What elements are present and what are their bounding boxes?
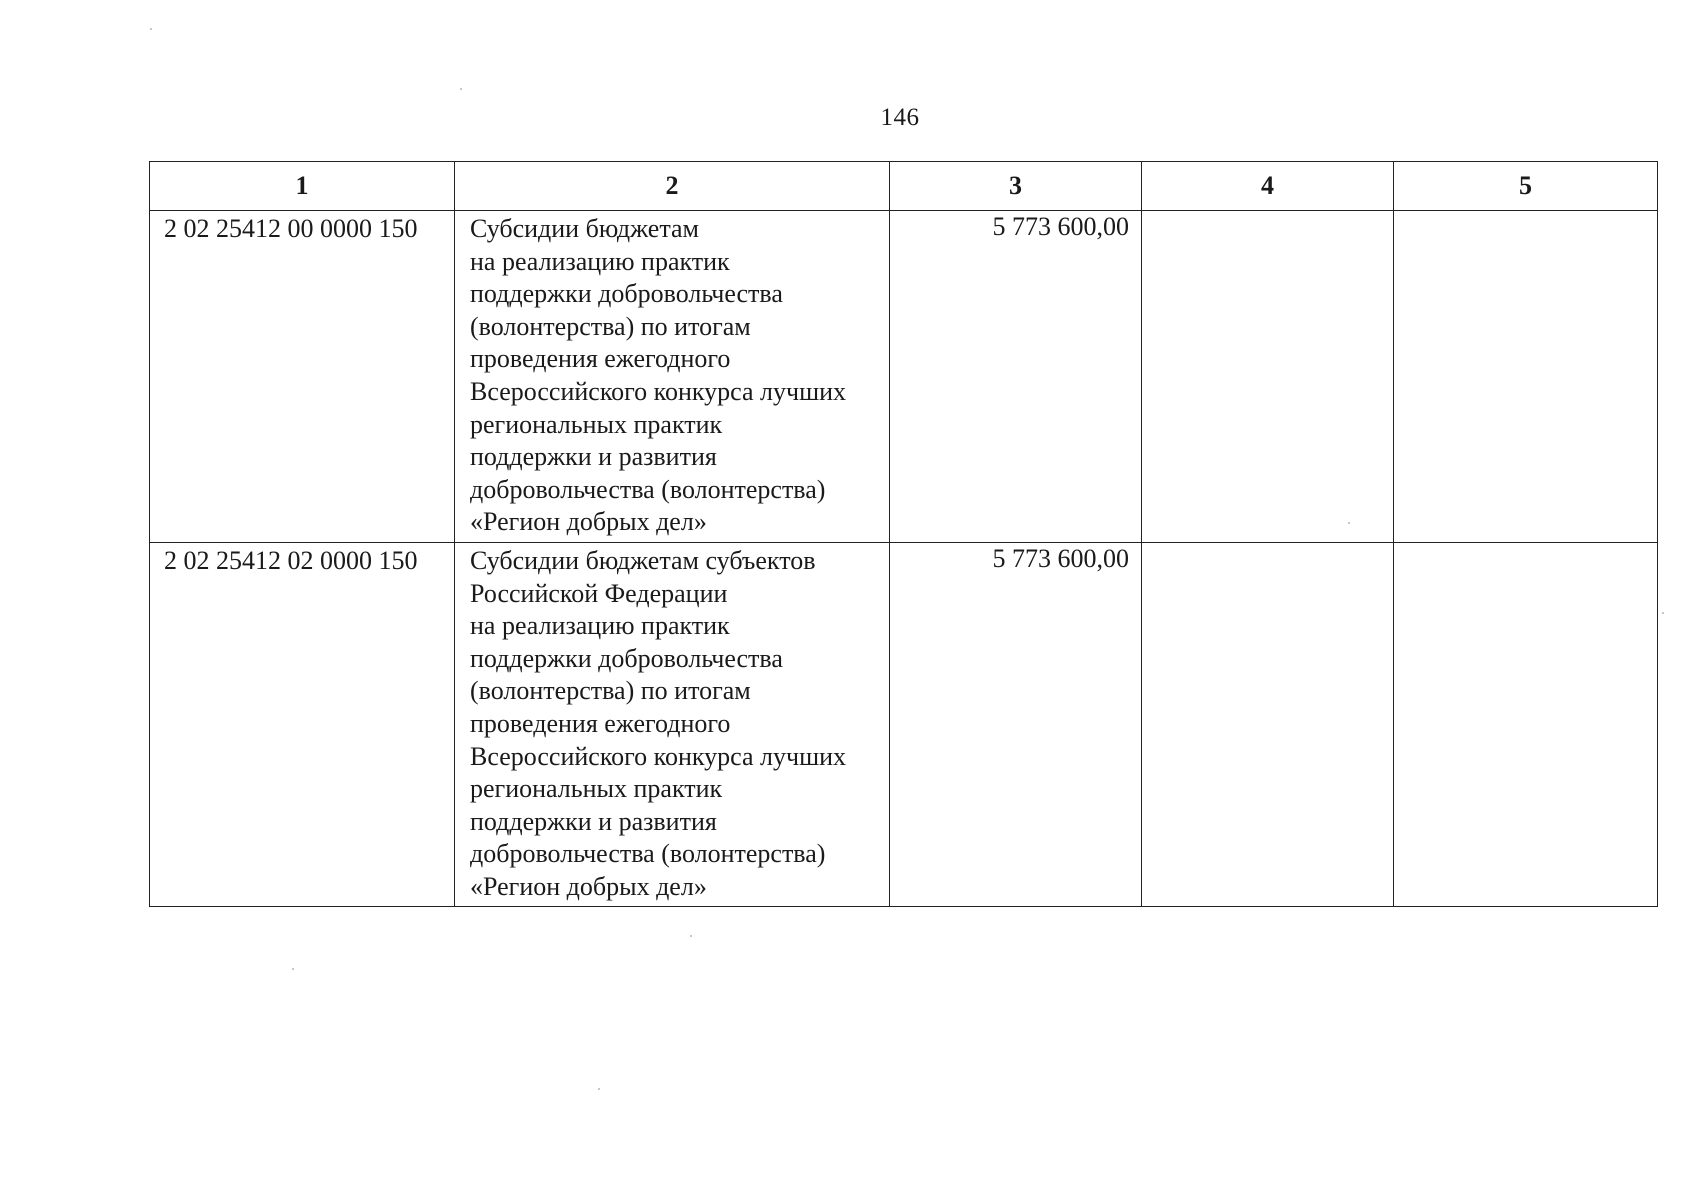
name-line: Субсидии бюджетам	[470, 214, 699, 243]
scan-speck	[1348, 522, 1350, 524]
scan-speck	[460, 88, 462, 90]
name-line: поддержки добровольчества	[470, 643, 783, 673]
name-line: на реализацию практик	[470, 246, 730, 276]
budget-table	[149, 161, 1658, 907]
scan-speck	[690, 935, 692, 937]
name-line: «Регион добрых дел»	[470, 871, 707, 901]
name-line: поддержки добровольчества	[470, 279, 783, 309]
table-row	[150, 543, 1658, 907]
name-line: на реализацию практик	[470, 611, 730, 641]
column-4-cell	[1142, 211, 1394, 543]
header-cell-3: 3	[890, 162, 1142, 211]
table-header-row	[150, 162, 1658, 211]
header-cell-4: 4	[1142, 162, 1394, 211]
name-line: региональных практик	[470, 409, 723, 439]
table-row	[150, 211, 1658, 543]
name-line: добровольчества (волонтерства)	[470, 474, 826, 504]
header-cell-2: 2	[455, 162, 890, 211]
name-line: (волонтерства) по итогам	[470, 311, 751, 341]
name-line: добровольчества (волонтерства)	[470, 839, 826, 869]
name-line: региональных практик	[470, 774, 723, 804]
header-cell-1: 1	[150, 162, 455, 211]
budget-code-cell: 2 02 25412 00 0000 150	[150, 211, 455, 543]
scan-speck	[1662, 612, 1664, 614]
column-4-cell	[1142, 543, 1394, 907]
scan-speck	[598, 1088, 600, 1090]
name-line: Всероссийского конкурса лучших	[470, 376, 847, 406]
header-cell-5: 5	[1394, 162, 1658, 211]
name-line: «Регион добрых дел»	[470, 507, 707, 537]
scan-speck	[292, 968, 294, 970]
budget-code-cell: 2 02 25412 02 0000 150	[150, 543, 455, 907]
amount-cell: 5 773 600,00	[890, 211, 1142, 543]
name-line: поддержки и развития	[470, 806, 717, 836]
column-5-cell	[1394, 543, 1658, 907]
name-line: Российской Федерации	[470, 578, 728, 608]
name-line: поддержки и развития	[470, 442, 717, 472]
name-line: Всероссийского конкурса лучших	[470, 741, 847, 771]
amount-cell: 5 773 600,00	[890, 543, 1142, 907]
name-line: (волонтерства) по итогам	[470, 676, 751, 706]
page-number: 146	[880, 104, 920, 131]
name-line: Субсидии бюджетам субъектов	[470, 546, 816, 575]
name-line: проведения ежегодного	[470, 344, 731, 374]
budget-name-cell	[455, 543, 890, 907]
scan-speck	[150, 28, 152, 30]
name-line: проведения ежегодного	[470, 708, 731, 738]
budget-name-cell	[455, 211, 890, 543]
column-5-cell	[1394, 211, 1658, 543]
